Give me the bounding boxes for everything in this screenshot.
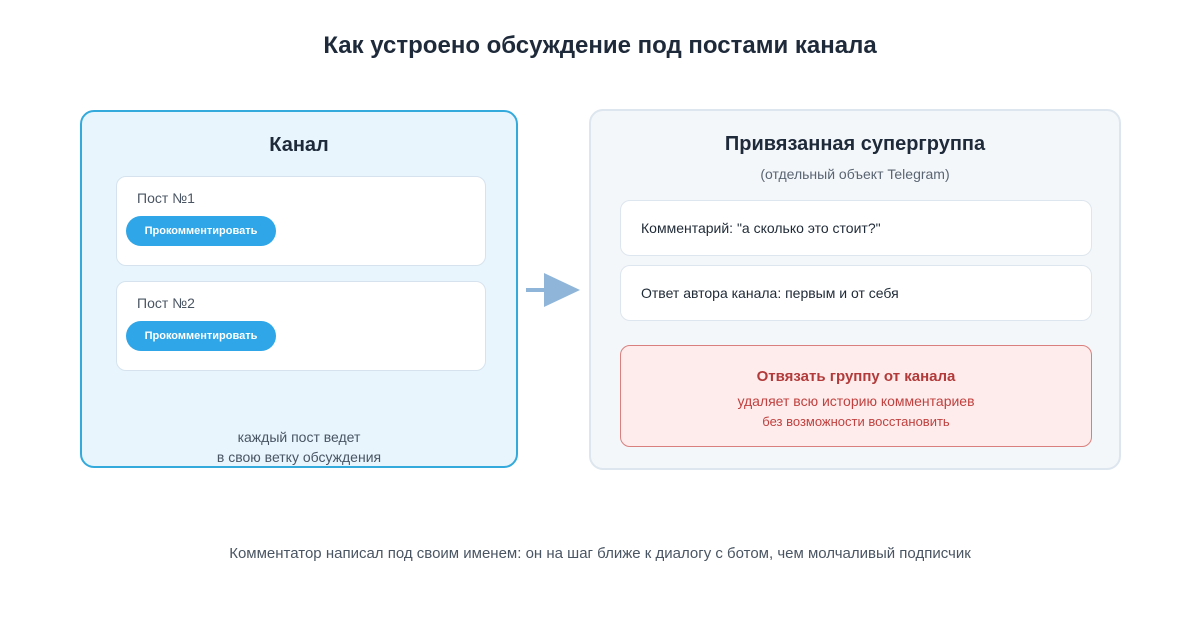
- comment-button[interactable]: Прокомментировать: [126, 216, 276, 246]
- post-card-1: [116, 176, 486, 266]
- channel-footer-line: каждый пост ведет: [237, 429, 361, 445]
- supergroup-subtitle: (отдельный объект Telegram): [760, 166, 950, 182]
- supergroup-title: Привязанная супергруппа: [724, 133, 986, 155]
- warning-text: без возможности восстановить: [762, 414, 950, 429]
- comment-button[interactable]: Прокомментировать: [126, 321, 276, 351]
- channel-footer: [82, 427, 516, 467]
- author-reply-message: Ответ автора канала: первым и от себя: [620, 265, 1092, 321]
- post-label: Пост №1: [137, 190, 195, 206]
- post-card-2: [116, 281, 486, 371]
- channel-title: Канал: [269, 134, 329, 156]
- warning-title: Отвязать группу от канала: [756, 368, 956, 385]
- unlink-warning: [620, 345, 1092, 447]
- page-title: Как устроено обсуждение под постами канала: [323, 32, 877, 59]
- supergroup-panel: [589, 109, 1121, 470]
- post-label: Пост №2: [137, 295, 195, 311]
- channel-panel: [80, 110, 518, 468]
- caption: Комментатор написал под своим именем: он на шаг ближе к диалогу с ботом, чем молчаливый подписчик: [229, 545, 971, 562]
- comment-message: Комментарий: "а сколько это стоит?": [620, 200, 1092, 256]
- arrow-right-icon: [524, 270, 584, 310]
- channel-footer-line: в свою ветку обсуждения: [216, 449, 382, 465]
- warning-text: удаляет всю историю комментариев: [737, 393, 975, 409]
